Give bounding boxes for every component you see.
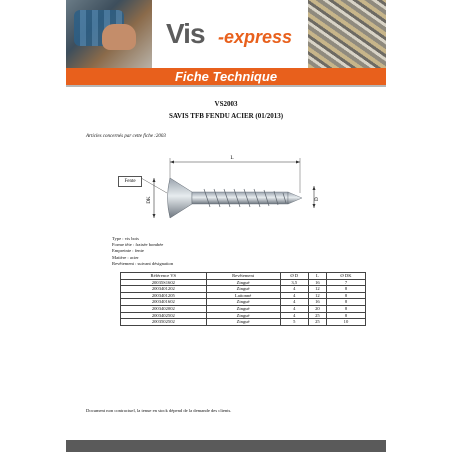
cell-length: 12	[308, 292, 326, 299]
spec-type: Type : vis bois	[112, 236, 139, 241]
table-row	[121, 319, 366, 326]
table-row	[121, 286, 366, 293]
table-row	[121, 299, 366, 306]
vis-express-logo	[166, 18, 306, 52]
disclaimer-note: Document non contractuel, la tenue en stock dépend de la demande des clients.	[86, 408, 232, 413]
cell-coating: Zingué	[206, 299, 280, 306]
product-code: VS2003	[214, 100, 238, 108]
col-coating: Revêtement	[206, 273, 280, 280]
cell-head-diameter: 10	[326, 319, 365, 326]
cell-coating: Laitonné	[206, 292, 280, 299]
cell-diameter: 4	[280, 312, 308, 319]
cell-length: 25	[308, 319, 326, 326]
cell-head-diameter: 8	[326, 292, 365, 299]
spec-drive: Empreinte : fente	[112, 248, 144, 254]
screw-drawing	[118, 148, 328, 230]
cell-coating: Zingué	[206, 319, 280, 326]
logo-vis-text: Vis	[166, 18, 205, 49]
table-row	[121, 292, 366, 299]
cell-reference: 2003401602	[121, 299, 207, 306]
col-diameter: Ø D	[280, 273, 308, 280]
concerned-articles: Articles concernés par cette fiche :2003	[86, 134, 166, 139]
header-banner	[66, 0, 386, 68]
cell-diameter: 4	[280, 299, 308, 306]
cell-reference: 20035S1602	[121, 279, 207, 286]
label-l: L	[230, 156, 234, 161]
table-row	[121, 312, 366, 319]
cell-reference: 2003401202	[121, 286, 207, 293]
cell-coating: Zingué	[206, 286, 280, 293]
col-reference: Référence VS	[121, 273, 207, 280]
cell-diameter: 4	[280, 292, 308, 299]
cell-reference: 2003402002	[121, 305, 207, 312]
screws-photo	[308, 0, 386, 68]
title-bar-shadow	[66, 85, 386, 87]
fente-label: Fente	[118, 176, 142, 187]
cell-reference: 2003402502	[121, 312, 207, 319]
cell-diameter: 5	[280, 319, 308, 326]
spec-material: Matière : acier	[112, 254, 139, 260]
cell-head-diameter: 8	[326, 299, 365, 306]
footer-bar	[66, 440, 386, 452]
spec-coating: Revêtement : suivant désignation	[112, 260, 174, 266]
col-length: L	[308, 273, 326, 280]
cell-length: 12	[308, 286, 326, 293]
cell-head-diameter: 8	[326, 305, 365, 312]
references-table	[120, 272, 366, 326]
cell-length: 20	[308, 305, 326, 312]
spec-head-shape: Forme tête : fraisée bombée	[112, 242, 164, 248]
specs-list	[112, 236, 173, 267]
title-bar	[66, 68, 386, 85]
cell-length: 16	[308, 299, 326, 306]
cell-reference: 2003502502	[121, 319, 207, 326]
cell-coating: Zingué	[206, 312, 280, 319]
logo-express-text: -express	[218, 27, 293, 47]
col-head-diameter: Ø DK	[326, 273, 365, 280]
cell-reference: 2003401205	[121, 292, 207, 299]
cell-length: 25	[308, 312, 326, 319]
cell-head-diameter: 8	[326, 286, 365, 293]
cell-diameter: 3,5	[280, 279, 308, 286]
workshop-photo	[66, 0, 152, 68]
cell-coating: Zingué	[206, 279, 280, 286]
product-name: SAVIS TFB FENDU ACIER (01/2013)	[168, 112, 284, 120]
cell-coating: Zingué	[206, 305, 280, 312]
cell-diameter: 4	[280, 305, 308, 312]
table-header-row	[121, 273, 366, 280]
banner-title: Fiche Technique	[174, 69, 278, 84]
table-row	[121, 279, 366, 286]
label-d: D	[315, 197, 320, 201]
table-row	[121, 305, 366, 312]
cell-head-diameter: 7	[326, 279, 365, 286]
label-dk: DK	[147, 196, 152, 204]
cell-head-diameter: 8	[326, 312, 365, 319]
cell-diameter: 4	[280, 286, 308, 293]
technical-sheet	[66, 0, 386, 452]
cell-length: 16	[308, 279, 326, 286]
